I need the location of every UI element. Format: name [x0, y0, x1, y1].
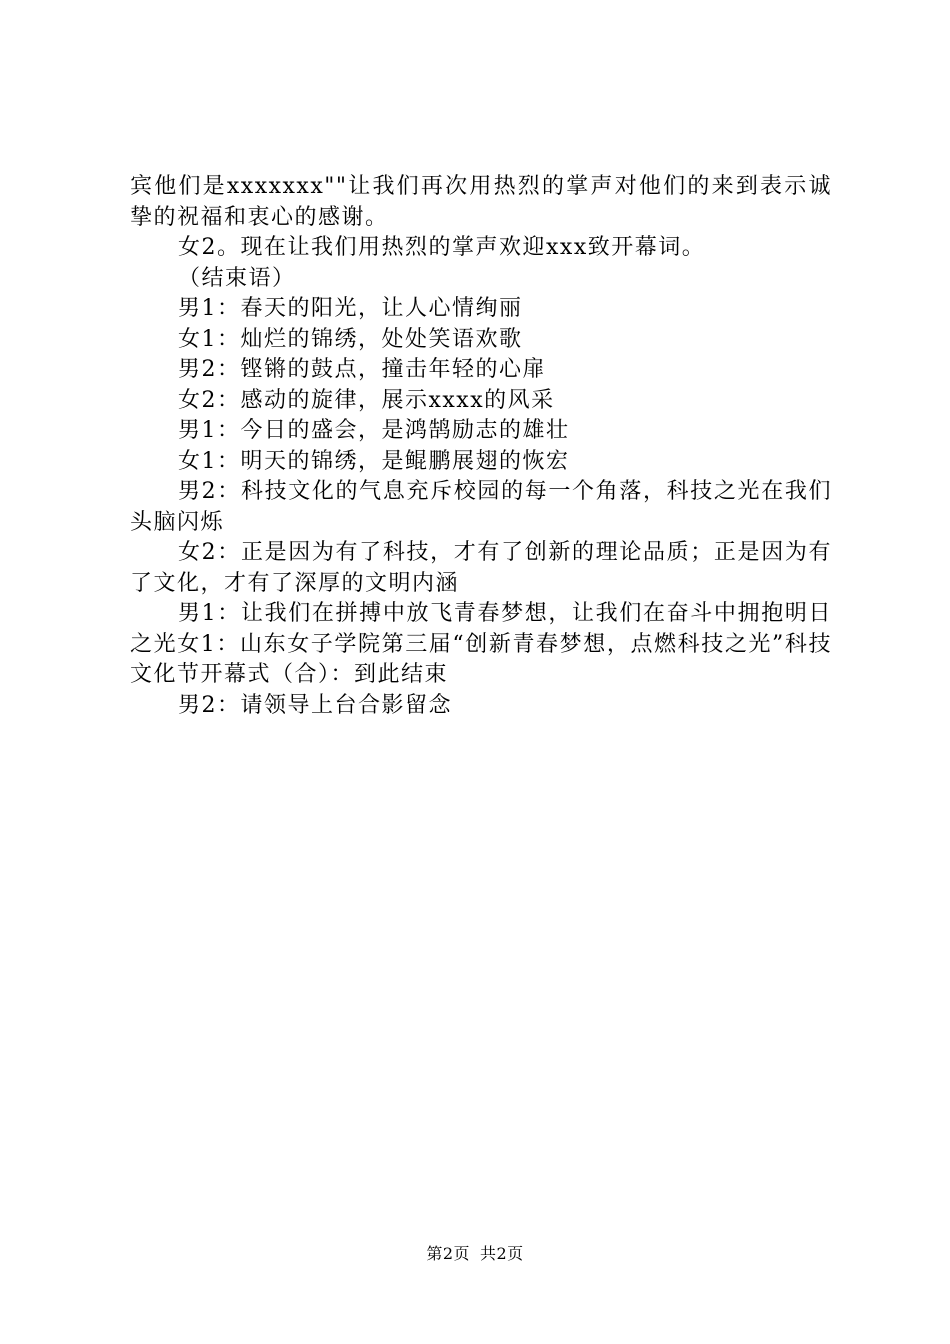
page-number: 第2页	[426, 1244, 470, 1263]
paragraph-continuation: 宾他们是xxxxxxx""让我们再次用热烈的掌声对他们的来到表示诚挚的祝福和衷心的感谢。	[130, 174, 832, 230]
dialogue-line: 女1：灿烂的锦绣，处处笑语欢歌	[178, 326, 523, 352]
document-body	[130, 172, 832, 721]
section-heading-closing: （结束语）	[178, 265, 296, 291]
paragraph-opening-speech-intro: 女2。现在让我们用热烈的掌声欢迎xxx致开幕词。	[178, 235, 706, 260]
dialogue-line: 男2：科技文化的气息充斥校园的每一个角落，科技之光在我们头脑闪烁	[130, 479, 832, 535]
dialogue-line: 女2：正是因为有了科技，才有了创新的理论品质；正是因为有了文化，才有了深厚的文明内涵	[130, 540, 832, 596]
page-total: 共2页	[480, 1244, 524, 1263]
dialogue-line: 男1：今日的盛会，是鸿鹄励志的雄壮	[178, 418, 570, 443]
page-footer	[0, 1244, 950, 1264]
dialogue-line: 女1：明天的锦绣，是鲲鹏展翅的恢宏	[178, 448, 570, 474]
dialogue-line: 女2：感动的旋律，展示xxxx的风采	[178, 387, 555, 413]
dialogue-line: 男2：请领导上台合影留念	[178, 692, 452, 718]
dialogue-line: 男1：让我们在拼搏中放飞青春梦想，让我们在奋斗中拥抱明日之光女1：山东女子学院第三届“创新青春梦想，点燃科技之光”科技文化节开幕式（合）：到此结束	[130, 601, 832, 687]
dialogue-line: 男2：铿锵的鼓点，撞击年轻的心扉	[178, 357, 546, 382]
dialogue-line: 男1：春天的阳光，让人心情绚丽	[178, 296, 523, 321]
